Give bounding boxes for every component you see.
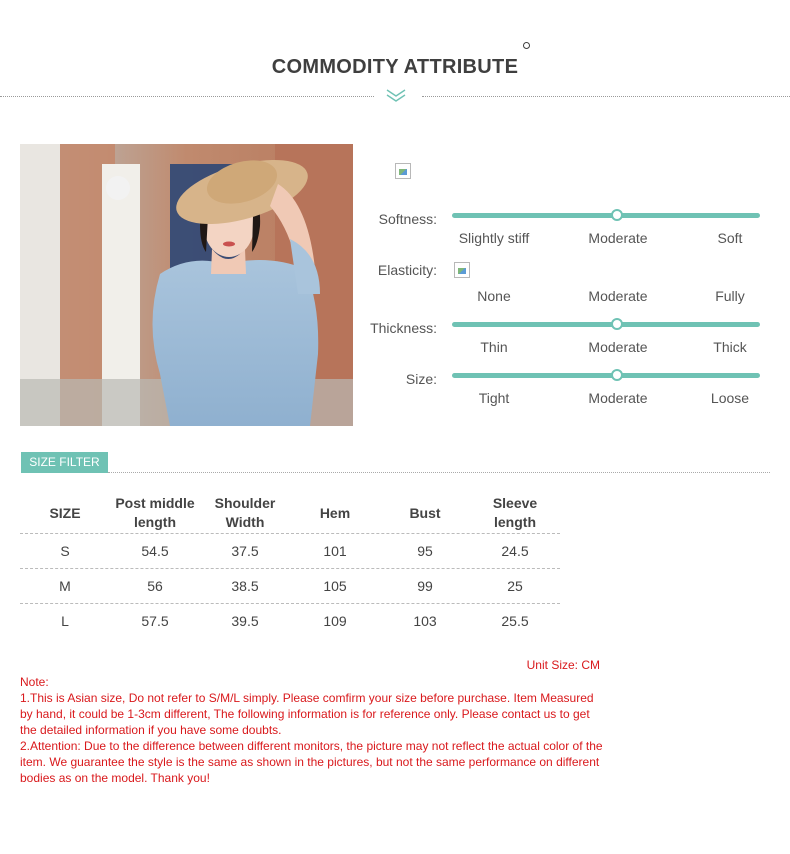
size-option-middle: Moderate <box>588 390 648 406</box>
elasticity-option-right: Fully <box>715 288 745 304</box>
double-chevron-down-icon <box>385 88 407 104</box>
table-header-cell: Post middle length <box>115 495 195 530</box>
table-cell: M <box>59 578 71 594</box>
thickness-label: Thickness: <box>370 320 437 336</box>
title-divider-right <box>422 96 790 97</box>
size-scale <box>452 373 760 378</box>
broken-image-icon <box>454 262 470 278</box>
size-label: Size: <box>405 371 437 387</box>
softness-marker <box>611 209 623 221</box>
table-cell: 24.5 <box>501 543 529 559</box>
table-cell: S <box>60 543 70 559</box>
softness-option-middle: Moderate <box>588 230 648 246</box>
notes-block <box>20 674 605 786</box>
unit-size-note: Unit Size: CM <box>526 658 600 672</box>
softness-option-left: Slightly stiff <box>458 230 530 246</box>
table-cell: 39.5 <box>231 613 259 629</box>
table-cell: 105 <box>323 578 347 594</box>
table-cell: 101 <box>323 543 347 559</box>
softness-label: Softness: <box>378 211 437 227</box>
thickness-marker <box>611 318 623 330</box>
notes-heading: Note: <box>20 675 49 689</box>
title-divider-left <box>0 96 374 97</box>
section-title-text: COMMODITY ATTRIBUTE <box>271 56 519 78</box>
degree-circle-icon <box>523 42 530 49</box>
table-cell: 57.5 <box>141 613 169 629</box>
table-divider <box>20 603 560 604</box>
table-header-cell: Shoulder Width <box>214 495 276 530</box>
table-cell: 25 <box>507 578 523 594</box>
table-cell: 109 <box>323 613 347 629</box>
table-cell: 54.5 <box>141 543 169 559</box>
table-cell: 38.5 <box>231 578 259 594</box>
thickness-option-right: Thick <box>713 339 747 355</box>
size-marker <box>611 369 623 381</box>
size-filter-divider <box>108 472 770 473</box>
table-divider <box>20 568 560 569</box>
softness-option-right: Soft <box>717 230 743 246</box>
thickness-option-middle: Moderate <box>588 339 648 355</box>
broken-image-icon <box>395 163 411 179</box>
size-option-left: Tight <box>478 390 510 406</box>
elasticity-label: Elasticity: <box>377 262 437 278</box>
table-header-cell: Bust <box>409 505 441 521</box>
size-filter-tab: SIZE FILTER <box>21 452 108 473</box>
elasticity-option-left: None <box>477 288 511 304</box>
table-cell: L <box>61 613 69 629</box>
table-cell: 103 <box>413 613 437 629</box>
notes-line-2: 2.Attention: Due to the difference between different monitors, the picture may not reflect the actual color of the item. We guarantee the style is the same as shown in the pictures, but not the same performance on different bodies as on the model. Thank you! <box>20 739 603 785</box>
size-option-right: Loose <box>710 390 750 406</box>
table-header-cell: SIZE <box>49 505 81 521</box>
softness-scale <box>452 213 760 218</box>
table-cell: 37.5 <box>231 543 259 559</box>
product-photo <box>20 144 353 426</box>
notes-line-1: 1.This is Asian size, Do not refer to S/M/L simply. Please comfirm your size before purchase. Item Measured by hand, it could be 1-3cm different, The following information is for reference only. Please contact us to get the detailed information if you have some doubts. <box>20 691 594 737</box>
elasticity-option-middle: Moderate <box>588 288 648 304</box>
table-cell: 99 <box>417 578 433 594</box>
table-header-cell: Sleeve length <box>492 495 538 530</box>
table-divider <box>20 533 560 534</box>
table-cell: 56 <box>147 578 163 594</box>
section-title <box>0 56 790 79</box>
table-header-row <box>20 494 560 534</box>
thickness-option-left: Thin <box>480 339 508 355</box>
table-cell: 25.5 <box>501 613 529 629</box>
table-cell: 95 <box>417 543 433 559</box>
table-header-cell: Hem <box>319 505 351 521</box>
thickness-scale <box>452 322 760 327</box>
